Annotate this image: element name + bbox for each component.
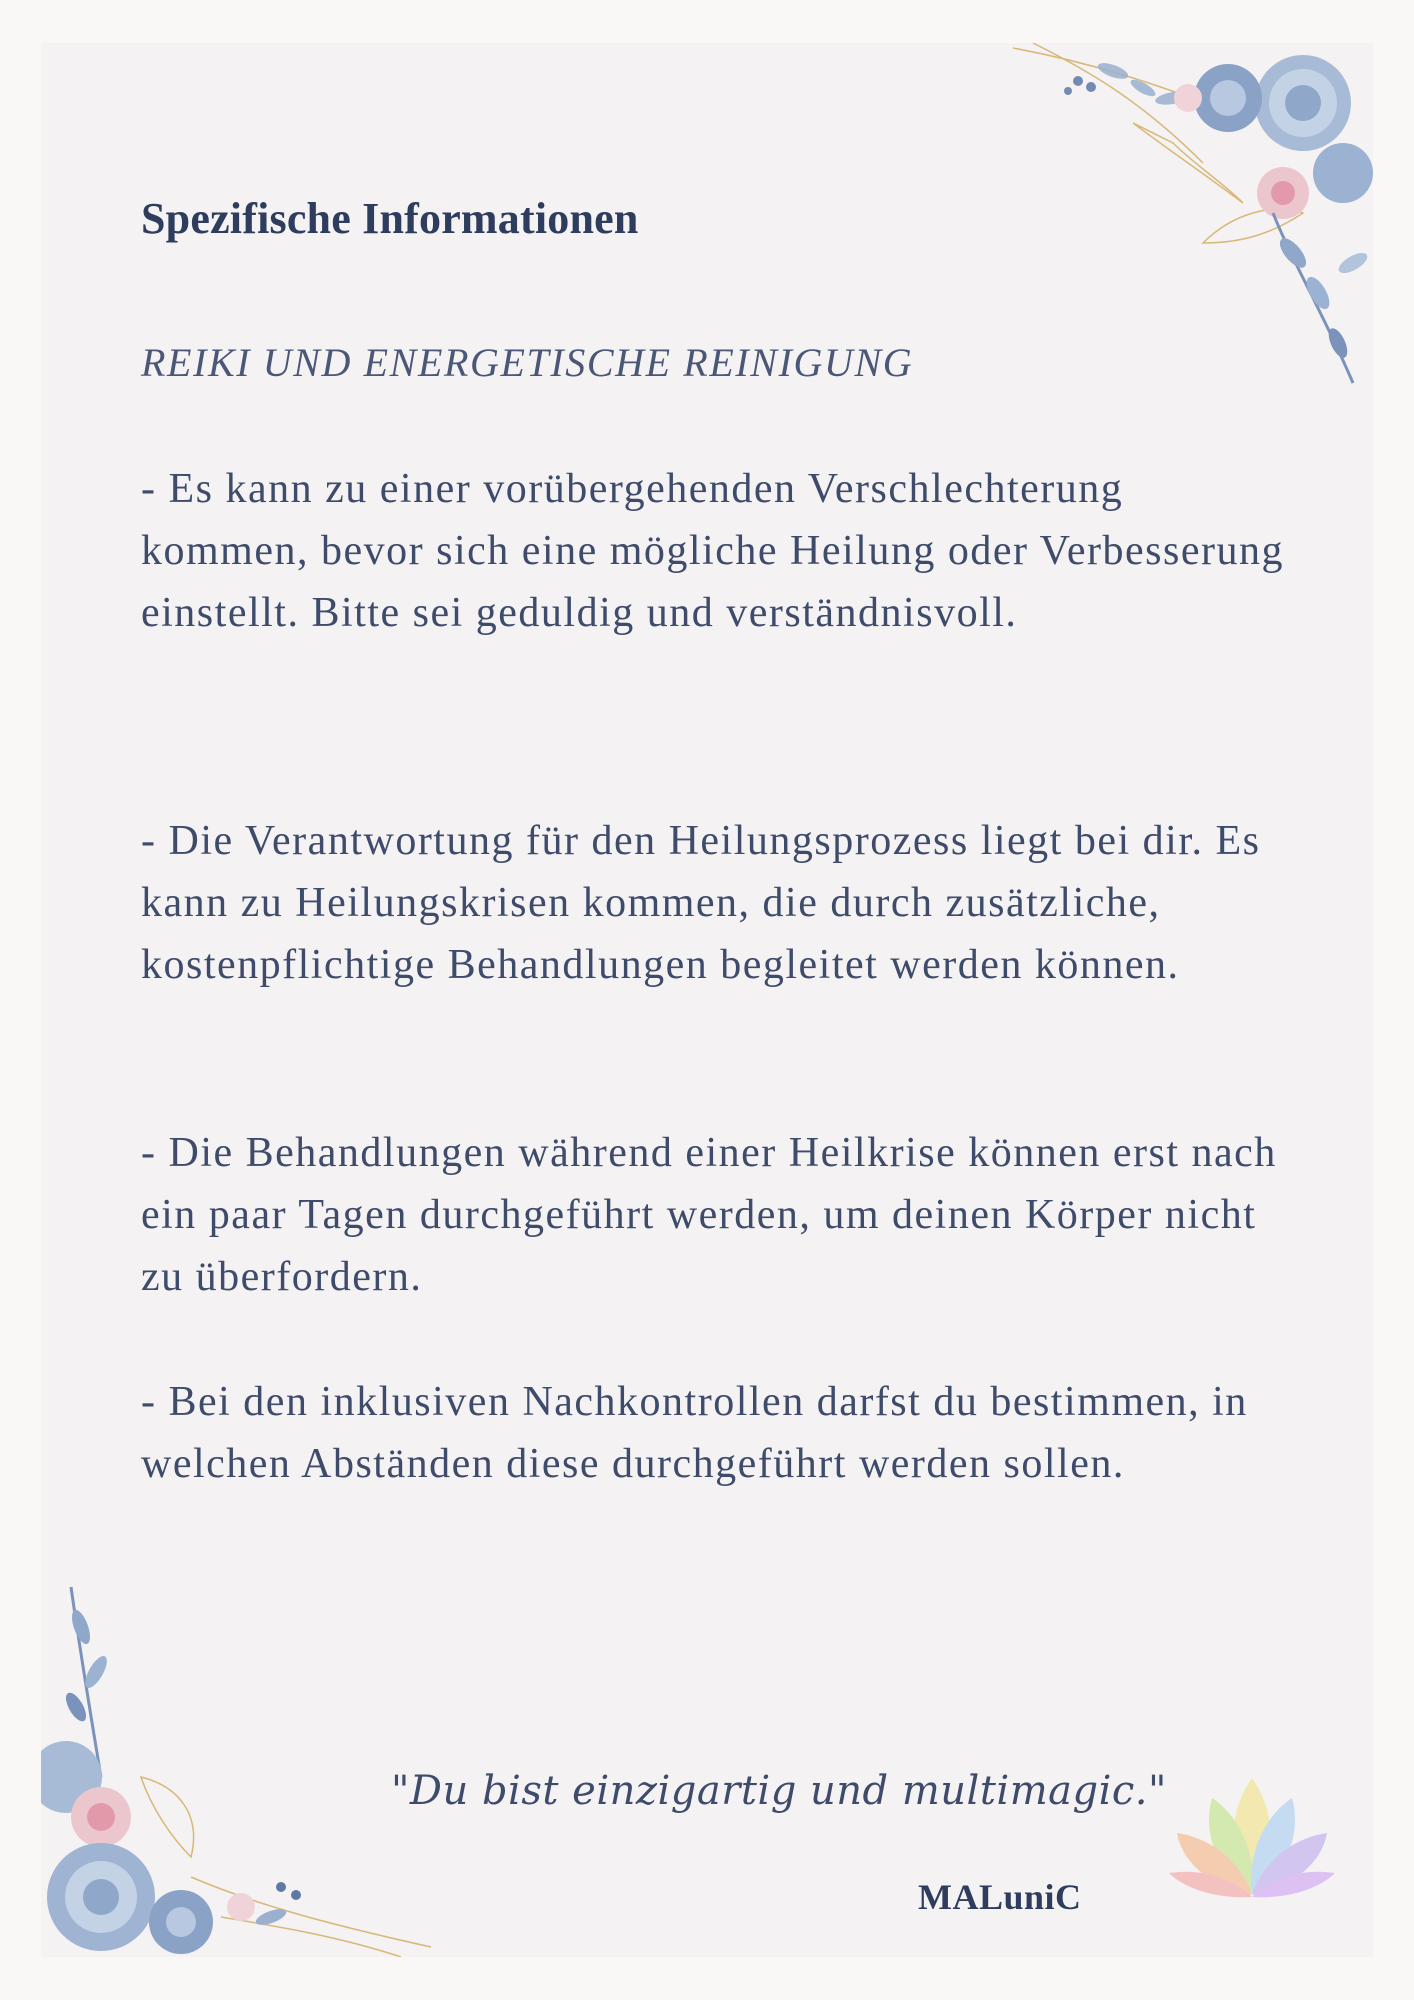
page-title: Spezifische Informationen: [141, 194, 639, 243]
signature: MALuniC: [918, 1877, 1082, 1917]
document-page: [41, 43, 1373, 1957]
paragraph-3: - Die Behandlungen während einer Heilkrise können erst nach ein paar Tagen durchgeführt werden, um deinen Körper nicht zu überfordern.: [141, 1130, 1277, 1300]
floral-corner-top-right-icon: [973, 43, 1373, 403]
paragraph-2: - Die Verantwortung für den Heilungsprozess liegt bei dir. Es kann zu Heilungskrisen kommen, die durch zusätzliche, kostenpflichtige Behandlungen begleitet werden können.: [141, 818, 1261, 988]
lotus-icon: [1167, 1773, 1337, 1903]
closing-quote: "Du bist einzigartig und multimagic.": [391, 1768, 1167, 1814]
paragraph-1: - Es kann zu einer vorübergehenden Verschlechterung kommen, bevor sich eine mögliche Heilung oder Verbesserung einstellt. Bitte sei geduldig und verständnisvoll.: [141, 466, 1284, 636]
section-subheading: REIKI UND ENERGETISCHE REINIGUNG: [141, 340, 914, 385]
floral-corner-bottom-left-icon: [41, 1577, 441, 1957]
paragraph-4: - Bei den inklusiven Nachkontrollen darfst du bestimmen, in welchen Abständen diese durchgeführt werden sollen.: [141, 1379, 1248, 1487]
